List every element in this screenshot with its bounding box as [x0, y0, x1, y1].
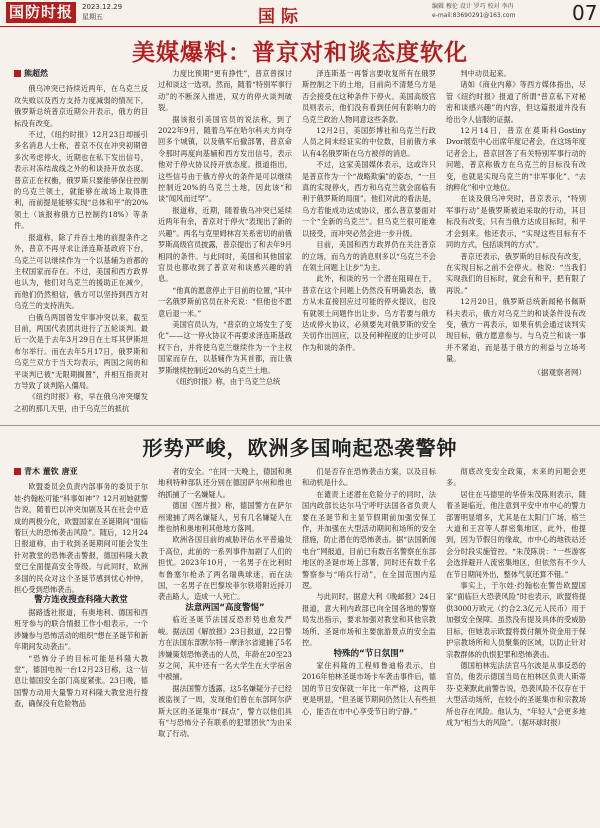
paragraph: 临近圣诞节法国反恐形势也愈发严峻。据法国《解放报》23日报道，22日警方在法国东部默尔特－摩泽尔省逮捕了5名涉嫌策划恐怖袭击的人员，年龄在20至23岁之间，其中还有一名大学生在大学宿舍中被捕。	[158, 615, 292, 682]
subheading: 法意两国“高度警惕”	[185, 602, 265, 613]
issue-date	[82, 2, 122, 22]
story2-byline	[14, 466, 148, 477]
paragraph: 《纽约时报》称，早在俄乌冲突爆发之初的那几天里，由于乌克兰的抵抗	[14, 392, 148, 413]
paragraph: 12月2日，美国彭博社和乌克兰行政人员之间未经证实的中位数，目前俄方承认有4名俄罗斯在乌方被俘的消息。	[302, 126, 436, 158]
subheading: 警方连夜搜查科隆大教堂	[34, 595, 128, 606]
story2-column-4	[446, 466, 586, 822]
paragraph: 事实上，于尔娃·约翰松在警告欧盟国家“面临巨大恐袭风险”时也表示，欧盟将提供3000万欧元（约合2.3亿元人民币）用于加强安全保障。虽然没有提及具体的受威胁目标，但她表示欧盟将拨付额外资金用于保护宗教场所和人员聚集的区域，以防止针对宗教群体的仇恨犯罪和恐怖袭击。	[446, 581, 586, 659]
story2-column-1	[14, 466, 148, 822]
date-text: 2023.12.29	[82, 3, 123, 11]
subheading: 特殊的“节日氛围”	[333, 648, 405, 659]
paragraph: 不过，这家美国媒体表示，这或许只是普京作为一个“战略欺骗”的姿态，“一旦真的实现停火，西方和乌克兰就会面临有利于俄罗斯的局面”。他们对此的看法是，乌方若能成功达成协议，那么普京要面对一个“全新的乌克兰”。但乌克兰很可能难以接受，而冲突必然会进一步升级。	[302, 160, 436, 238]
paragraph: 诸如《商业内幕》等西方媒体指出，尽管《纽约时报》报道了所谓“普京私下对秘密和谈感兴趣”的内容，但这篇报道并没有给出令人信服的证据。	[446, 80, 586, 124]
paragraph: 美国官员认为，“普京的立场发生了变化”——这一停火协议不再要求泽连斯基政权下台，并将使乌克兰继续作为一个主权国家而存在，以基辅作为其首都，而让俄罗斯继续控制近20%的乌克兰土地。	[158, 319, 292, 375]
paragraph: 居住在马德里的华侨朱茂陈则表示，随着圣诞临近，他注意到平安中市中心的警力部署明显增多，尤其是在太阳门广场、格兰大道和王宫等人群密集地区，此外，他提到，因为节假日的缘故，市中心的地铁站还会分时段实施管控。“朱茂陈说：“一些游客会选择避开人流密集地区，但依然有不少人在节日期间外出，整体气氛还算不错。”	[446, 489, 586, 579]
paragraph: 据该报引美国官员的说法称，到了2022年9月，随着乌军在哈尔科夫方向夺回多个城镇，以及俄军后撤部署，普京命令那时再度向基辅和西方发出信号，表示他对于停火协议持开放态度。报道指出，这些信号由于俄方停火的条件是可以继续控制近20%的乌克兰土地，因此该“和谈”闻风而过罕”。	[158, 114, 292, 204]
paragraph: 德国《图片报》称，德国警方在萨尔州逮捕了两名嫌疑人，另有几名嫌疑人在维也纳和奥地利其他地方落网。	[158, 501, 292, 534]
newspaper-logo: 国防时报	[6, 2, 76, 23]
masthead	[0, 0, 600, 27]
story2-headline: 形势严峻，欧洲多国响起恐袭警钟	[142, 436, 458, 460]
paragraph: 们是否存在恐怖袭击方案，以及目标和动机是什么。	[302, 467, 436, 488]
story1-column-3	[302, 68, 436, 420]
paragraph: 在谴责上述潜在危险分子的同时，法国内政部长达尔马宁呼吁法国各省负责人要在圣诞节和主显节假期前加强安保工作，并加强在大型活动期间和场所的安全措施，防止潜在的恐怖袭击。据“法国新闻电台”网报道，目前已有数百名警察在东部地区的圣诞市场上部署，同时还有数千名警察参与“哨兵行动”，在全国范围内巡逻。	[302, 489, 436, 591]
story1-column-4	[446, 68, 586, 420]
paragraph: 12月20日，俄罗斯总统新闻秘书佩斯科夫表示，俄方对乌克兰的和谈条件没有改变，俄方一再表示，如果有机会通过谈判实现目标，俄方愿意参与。与乌克兰和谈一事并不紧迫，而是基于俄方的利益与立场考量。	[446, 297, 586, 364]
story2-column-2	[158, 466, 292, 822]
story1-column-2	[158, 68, 292, 420]
credits-line: 编辑 穆伦 设计 罗巧 校对 李冉	[432, 3, 514, 10]
email-line: e-mail:83690291@163.com	[432, 12, 516, 19]
paragraph: 德国柏林宪法法官马尔波是从事反恐的官员，他表示德国当局在柏林区负责人斯蒂芬·克莱默此前警告说，恐袭风险不仅存在于大型活动场所，在较小的圣诞集市和宗教场所也存在风险。他认为，“年轻人”会更多地成为“相当大的风险”。（据环球时报）	[446, 660, 586, 727]
paragraph: 目前，美国和西方政界仍在关注普京的立场，而乌方的消息则多以“乌克兰不会在领土问题上让步”为主。	[302, 240, 436, 272]
paragraph: 据法国警方透露，这5名嫌疑分子已经被监视了一周，发现他们曾在东部阿尔萨斯大区的圣诞集市“踩点”，警方以他们具有“与恐怖分子有联系的犯罪团伙”为由采取了行动。	[158, 683, 292, 739]
story1-column-1	[14, 68, 148, 420]
section-title: 国际	[258, 7, 304, 27]
section-divider	[0, 425, 600, 426]
paragraph: 欧盟委员会负责内部事务的委员于尔娃·约翰松可能“科事如神”？12月初她就警告说，随着巴以冲突加剧及其在社会中造成的两极分化，欧盟国家在圣诞期间“面临着巨大的恐怖袭击风险”。随后，12月24日报道称，由于收到圣诞期间可能会发生针对教堂的恐怖袭击警报，德国科隆大教堂已全面提高安全等级。与此同时，欧洲多国的民众对这个圣诞节感到忧心忡忡，担心受到恐怖袭击。	[14, 482, 148, 595]
weekday-text: 星期五	[82, 13, 103, 21]
paragraph: 在谈及俄乌冲突时，普京表示，“特别军事行动”是俄罗斯被迫采取的行动，其目标没有改变，只有当俄方达成目标时，和平才会到来。他还表示，“实现这些目标有不同的方式，包括谈判的方式”。	[446, 194, 586, 250]
story1-byline	[14, 68, 148, 79]
paragraph: 泽连斯基一再誓言要收复所有在俄罗斯控制之下的土地，目前尚不清楚乌方是否会接受在这种条件下停火。美国高级官员则表示，他们没有看到任何有影响力的乌克兰政治人物同意这些条款。	[302, 69, 436, 124]
editor-credits	[432, 2, 568, 20]
paragraph: “恐怖分子的目标可能是科隆大教堂”，德国电视一台12月23日称，这一信息让德国安全部门高度紧张。23日晚，德国警方动用大量警力对科隆大教堂进行搜查，确保没有危险物品	[14, 653, 148, 709]
byline-square-icon	[14, 468, 21, 475]
paragraph: 据路透社报道，有奥地利、德国和西班牙参与的联合情报工作小组表示，一个涉嫌参与恐怖活动的组织“想在圣诞节和新年期间发动袭击”。	[14, 607, 148, 652]
paragraph: 彻底改变安全政策，未来的问题会更多。	[446, 467, 586, 488]
story1-headline: 美媒爆料：普京对和谈态度软化	[132, 40, 468, 66]
paragraph: 力度比预期“更有挣性”，普京曾探讨过和谈这一选项。然而，随着“特别军事行动”的不断深入推进，双方的停火谈判破裂。	[158, 69, 292, 113]
byline-square-icon	[14, 70, 21, 77]
paragraph: 者的安全。“在同一天晚上，德国和奥地利特种部队还分别在德国萨尔州和维也纳抓捕了一名嫌疑人。	[158, 467, 292, 499]
paragraph: 报道称，除了并吞土地的前提条件之外，普京不再寻求让泽连斯基政府下台，乌克兰可以继续作为一个以基辅为首都的主权国家而存在。不过，美国和西方政界也认为，他们对乌克兰的援助正在减少，而他们仍然相信，俄方可以坚持到西方对乌克兰的支持消失。	[14, 232, 148, 311]
paragraph: 12月14日，普京在莫斯科Gostiny Dvor展览中心出席年度记者会，在这场年度记者会上，普京回答了有关特别军事行动的问题，普京称俄方在乌克兰的目标没有改变，也就是实现乌克兰的“非军事化”、“去纳粹化”和中立地位。	[446, 126, 586, 193]
paragraph: 家住科隆的工程师鲁迪格表示，自2016年柏林圣诞市场卡车袭击事件后，德国的节日安保就一年比一年严格，这两年更是明显，“但圣诞节期间仍然让人有些担心，能否在市中心享受节日的宁静。”	[302, 660, 436, 716]
paragraph: 不过，《纽约时报》12月23日却援引多名消息人士称，普京不仅在冲突初期曾多次考虑停火，近期也在私下发出信号，表示对冻结战线之外的和谈持开放态度。普京正在权衡，俄罗斯只要能够保住控制的乌克兰领土，就能够在战场上取得胜利，而前提是能够实现“总体和平”的20%领土（该报称俄方已控制约18%）等条件。	[14, 130, 148, 231]
paragraph: 《纽约时报》称，由于乌克兰总统	[172, 376, 281, 386]
paragraph: 俄乌冲突已持续近两年，在乌克兰反攻失败以及西方支持力度减弱的情况下，俄罗斯总统普京近期公开表示，俄方的目标没有改变。	[14, 84, 148, 128]
page-number: 07	[572, 1, 598, 25]
byline-text: 青木 董钦 唐亚	[24, 467, 78, 476]
paragraph: “他真的愿意停止于目前的位置，”其中一名俄罗斯前官员在补充说：“但他也不愿意后退一米。”	[158, 285, 292, 318]
story2-column-3	[302, 466, 436, 822]
paragraph: 判中动员起来。	[460, 69, 511, 78]
paragraph: 报道称，近期，随着俄乌冲突已延续近两年有余，普京对于停火“表现出了新的兴趣”。两名与克里姆林宫关系密切的前俄罗斯高级官员披露，普京提出了和去年9月相同的条件。与此同时，美国和其他国家官员也都收到了普京对和谈感兴趣的消息。	[158, 205, 292, 284]
paragraph: 普京还表示，俄罗斯的目标没有改变，在实现目标之前不会停火。他说：“当我们实现我们的目标时，就会有和平，把有限了再说。”	[446, 251, 586, 295]
paragraph: 欧洲各国目前的威胁评估水平普遍处于高位，此前的一系列事件加剧了人们的担忧。2023年10月，一名男子在比利时布鲁塞尔枪杀了两名瑞典球迷，而在法国，一名男子在巴黎埃菲尔铁塔附近持刀袭击路人，造成一人死亡。	[158, 535, 292, 602]
paragraph: 与此同时，据意大利《晚邮报》24日报道，意大利内政部已向全国各地的警察局发出指示，要求加强对教堂和其他宗教场所、圣诞市场和主要旅游景点的安全监控。	[302, 592, 436, 648]
story1-source: （据观察者网）	[533, 367, 586, 377]
byline-text: 熊超然	[24, 69, 48, 78]
paragraph: 此外，和谈的另一个潜在阻碍在于，普京在这个问题上仍然没有明确表态，俄方从未直接回应过可能的停火提议，也没有就领土问题作出让步。乌方若要与俄方达成停火协议，必须要先对俄罗斯的安全关切作出回应，以及何种程度的让步可以作为和谈的条件。	[302, 274, 436, 352]
paragraph: 白俄乌两国曾发牢事冲突以来，截至目前，两国代表团共进行了五轮谈判。最后一次是于去年3月29日在土耳其伊斯坦布尔举行。而在去年5月17日，俄罗斯和乌克兰双方于当天均表示，两国之间的和平谈判已被“无限期搁置”，并相互指责对方导致了谈判陷入僵局。	[14, 312, 148, 390]
